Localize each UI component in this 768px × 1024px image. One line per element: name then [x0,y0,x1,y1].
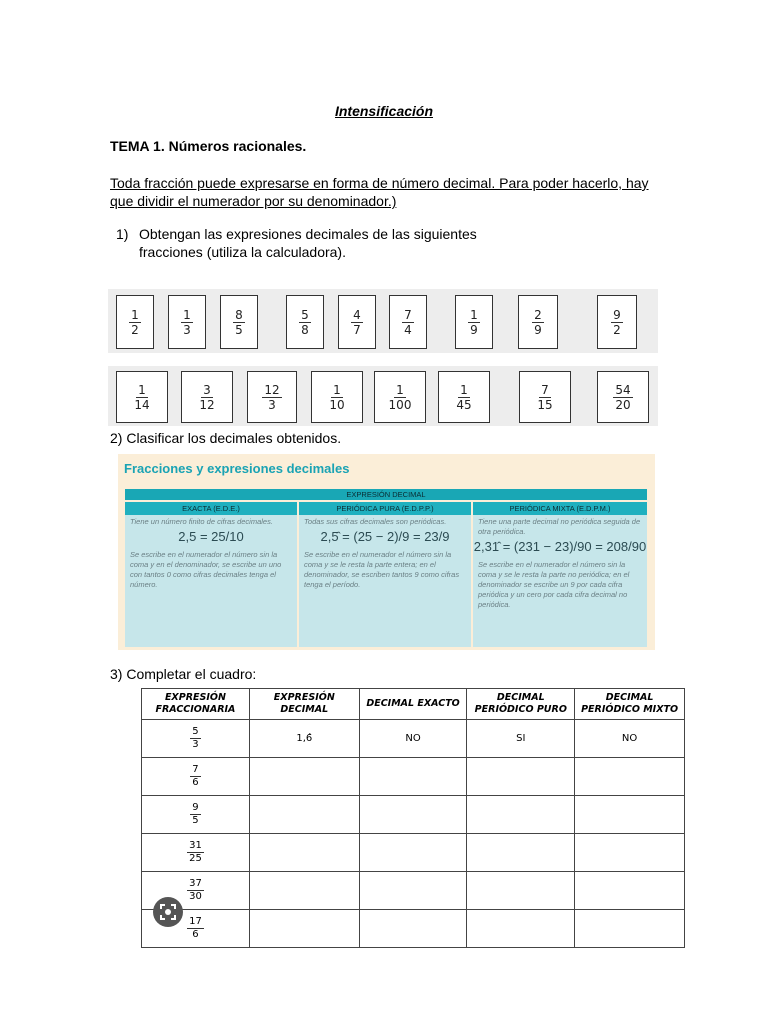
fraction-card [168,295,206,349]
fraction-card [247,371,297,423]
header-puro: DECIMAL PERIÓDICO PURO [467,689,575,720]
cell-puro[interactable]: SI [467,720,575,758]
fraction-denominator: 6 [192,777,199,788]
table-row [142,872,685,910]
table-row [142,796,685,834]
fraction-denominator: 5 [235,322,243,337]
cell-fraction [142,758,250,796]
fraction-denominator: 6 [192,929,199,940]
completion-table [141,688,685,948]
infobox-col-exacta [125,502,297,647]
fraction-numerator: 17 [189,916,202,927]
cell-exacto[interactable] [359,758,467,796]
table-row [142,758,685,796]
cell-exacto[interactable] [359,796,467,834]
col-heading: PERIÓDICA PURA (E.D.P.P.) [299,502,471,515]
fraction-card [389,295,427,349]
intro-paragraph: Toda fracción puede expresarse en forma de número decimal. Para poder hacerlo, hay que dividir el numerador por su denominador.) [110,175,649,209]
fraction-denominator: 14 [134,397,150,412]
fraction-numerator: 2 [534,307,542,322]
fraction-numerator: 5 [301,307,309,322]
decimal-types-infobox [118,454,655,650]
fraction-numerator: 12 [264,382,280,397]
fraction-card [181,371,233,423]
cell-mixto[interactable] [575,758,685,796]
cell-mixto[interactable] [575,834,685,872]
fraction-numerator: 4 [353,307,361,322]
col-heading: PERIÓDICA MIXTA (E.D.P.M.) [473,502,647,515]
fraction-numerator: 1 [396,382,404,397]
fraction-card [116,371,168,423]
fraction-numerator: 1 [131,307,139,322]
fraction-numerator: 9 [613,307,621,322]
fraction-denominator: 5 [192,815,199,826]
fraction-card [338,295,376,349]
fraction-denominator: 10 [329,397,345,412]
fraction-card [597,295,637,349]
fraction-denominator: 2 [131,322,139,337]
cell-decimal[interactable] [249,758,359,796]
fraction-numerator: 31 [189,840,202,851]
cell-exacto[interactable]: NO [359,720,467,758]
col-example: 2,5̂ = (25 − 2)/9 = 23/9 [320,529,450,544]
col-definition: Tiene una parte decimal no periódica seguida de otra periódica. [478,517,641,536]
infobox-title: Fracciones y expresiones decimales [124,461,350,476]
fraction-card [455,295,493,349]
cell-puro[interactable] [467,834,575,872]
fraction-denominator: 45 [456,397,472,412]
fraction-numerator: 7 [541,382,549,397]
table-row [142,720,685,758]
fraction-denominator: 3 [268,397,276,412]
fraction-card [286,295,324,349]
table-row [142,834,685,872]
cell-puro[interactable] [467,872,575,910]
fraction-card [220,295,258,349]
cell-exacto[interactable] [359,872,467,910]
fraction-denominator: 8 [301,322,309,337]
cell-mixto[interactable]: NO [575,720,685,758]
question-1-number: 1) [116,226,129,242]
fraction-denominator: 20 [615,397,631,412]
cell-exacto[interactable] [359,910,467,948]
fraction-denominator: 15 [537,397,553,412]
cell-decimal[interactable] [249,872,359,910]
fraction-numerator: 1 [470,307,478,322]
fraction-numerator: 1 [333,382,341,397]
fraction-denominator: 4 [404,322,412,337]
fraction-denominator: 3 [183,322,191,337]
fractions-row-2 [108,366,658,426]
cell-exacto[interactable] [359,834,467,872]
fraction-denominator: 7 [353,322,361,337]
google-lens-icon[interactable] [153,897,183,927]
cell-decimal[interactable] [249,796,359,834]
col-heading: EXACTA (E.D.E.) [125,502,297,515]
header-fraccionaria: EXPRESIÓN FRACCIONARIA [142,689,250,720]
header-mixto: DECIMAL PERIÓDICO MIXTO [575,689,685,720]
col-example: 2,5 = 25/10 [178,529,244,544]
fraction-card [438,371,490,423]
cell-mixto[interactable] [575,796,685,834]
table-row [142,910,685,948]
fraction-numerator: 1 [460,382,468,397]
cell-puro[interactable] [467,758,575,796]
col-rule: Se escribe en el numerador el número sin la coma y se le resta la parte entera; en el denominador, se escriben tantos 9 como cifras tenga el período. [304,550,460,589]
fraction-denominator: 9 [470,322,478,337]
fraction-numerator: 7 [192,764,199,775]
cell-decimal[interactable] [249,910,359,948]
cell-mixto[interactable] [575,872,685,910]
topic-heading: TEMA 1. Números racionales. [110,138,307,154]
fraction-denominator: 9 [534,322,542,337]
fraction-card [519,371,571,423]
fraction-numerator: 9 [192,802,199,813]
cell-fraction [142,796,250,834]
cell-puro[interactable] [467,796,575,834]
fraction-numerator: 54 [615,382,631,397]
infobox-col-periodica-mixta [473,502,647,647]
fraction-numerator: 7 [404,307,412,322]
question-3: 3) Completar el cuadro: [110,666,257,682]
fraction-numerator: 1 [138,382,146,397]
header-exacto: DECIMAL EXACTO [359,689,467,720]
fraction-denominator: 12 [199,397,215,412]
fraction-card [518,295,558,349]
fraction-numerator: 1 [183,307,191,322]
question-1-text: Obtengan las expresiones decimales de las siguientes fracciones (utiliza la calculadora). [139,226,477,260]
fraction-denominator: 3 [192,739,199,750]
fraction-denominator: 100 [388,397,412,412]
cell-fraction [142,720,250,758]
cell-fraction [142,834,250,872]
infobox-header: EXPRESIÓN DECIMAL [125,489,647,500]
cell-puro[interactable] [467,910,575,948]
cell-decimal[interactable]: 1,6̂ [249,720,359,758]
cell-decimal[interactable] [249,834,359,872]
fraction-denominator: 25 [189,853,202,864]
header-decimal: EXPRESIÓN DECIMAL [249,689,359,720]
col-definition: Tiene un número finito de cifras decimales. [130,517,273,526]
fraction-denominator: 2 [613,322,621,337]
fraction-numerator: 37 [189,878,202,889]
lens-glyph [159,903,177,921]
fraction-card [374,371,426,423]
question-2: 2) Clasificar los decimales obtenidos. [110,430,342,446]
fraction-numerator: 5 [192,726,199,737]
fractions-row-1 [108,289,658,353]
infobox-col-periodica-pura [299,502,471,647]
fraction-numerator: 3 [203,382,211,397]
fraction-card [311,371,363,423]
fraction-card [597,371,649,423]
fraction-denominator: 30 [189,891,202,902]
cell-mixto[interactable] [575,910,685,948]
col-rule: Se escribe en el numerador el número sin la coma y se le resta la parte no periódica; en el denominador se escribe un 9 por cada cifra periódica y un cero por cada cifra decimal no periódica. [478,560,630,609]
page-title: Intensificación [334,103,434,119]
fraction-numerator: 8 [235,307,243,322]
col-definition: Todas sus cifras decimales son periódicas. [304,517,447,526]
fraction-card [116,295,154,349]
col-example: 2,31̂ = (231 − 23)/90 = 208/90 [473,539,647,554]
col-rule: Se escribe en el numerador el número sin la coma y en el denominador, se escribe un uno con tantos 0 como cifras decimales tenga el número. [130,550,282,589]
table-header-row [142,689,685,720]
